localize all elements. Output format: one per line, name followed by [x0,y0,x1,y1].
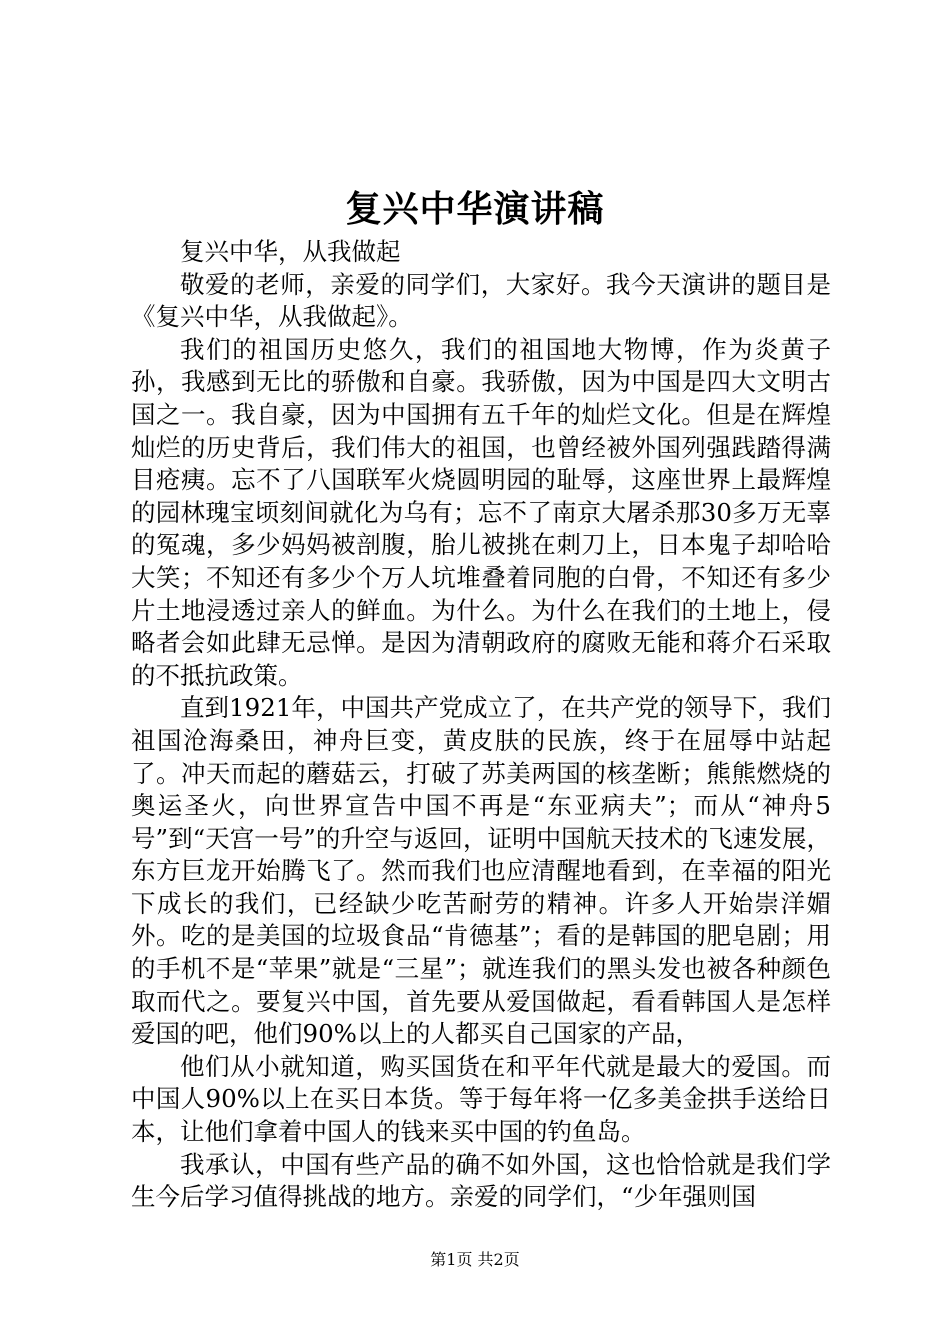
page-footer: 第1页 共2页 [430,1250,520,1269]
document-title: 复兴中华演讲稿 [345,188,605,230]
paragraph-domestic-goods: 他们从小就知道，购买国货在和平年代就是最大的爱国。而中国人90%以上在买日本货。等于每年将一亿多美金拱手送给日本，让他们拿着中国人的钱来买中国的钓鱼岛。 [131,1051,831,1147]
document-body [131,236,831,1214]
paragraph-subtitle: 复兴中华，从我做起 [180,237,401,266]
paragraph-history: 我们的祖国历史悠久，我们的祖国地大物博，作为炎黄子孙，我感到无比的骄傲和自豪。我骄傲，因为中国是四大文明古国之一。我自豪，因为中国拥有五千年的灿烂文化。但是在辉煌灿烂的历史背后，我们伟大的祖国，也曾经被外国列强践踏得满目疮痍。忘不了八国联军火烧圆明园的耻辱，这座世界上最辉煌的园林瑰宝顷刻间就化为乌有；忘不了南京大屠杀那30多万无辜的冤魂，多少妈妈被剖腹，胎儿被挑在刺刀上，日本鬼子却哈哈大笑；不知还有多少个万人坑堆叠着同胞的白骨，不知还有多少片土地浸透过亲人的鲜血。为什么。为什么在我们的土地上，侵略者会如此肆无忌惮。是因为清朝政府的腐败无能和蒋介石采取的不抵抗政策。 [131,334,831,690]
paragraph-greeting: 敬爱的老师，亲爱的同学们，大家好。我今天演讲的题目是《复兴中华，从我做起》。 [131,269,831,332]
paragraph-challenge: 我承认，中国有些产品的确不如外国，这也恰恰就是我们学生今后学习值得挑战的地方。亲爱的同学们，“少年强则国 [131,1149,831,1212]
paragraph-rise: 直到1921年，中国共产党成立了，在共产党的领导下，我们祖国沧海桑田，神舟巨变，黄皮肤的民族，终于在屈辱中站起了。冲天而起的蘑菇云，打破了苏美两国的核垄断；熊熊燃烧的奥运圣火，向世界宣告中国不再是“东亚病夫”；而从“神舟5号”到“天宫一号”的升空与返回，证明中国航天技术的飞速发展，东方巨龙开始腾飞了。然而我们也应清醒地看到，在幸福的阳光下成长的我们，已经缺少吃苦耐劳的精神。许多人开始崇洋媚外。吃的是美国的垃圾食品“肯德基”；看的是韩国的肥皂剧；用的手机不是“苹果”就是“三星”；就连我们的黑头发也被各种颜色取而代之。要复兴中国，首先要从爱国做起，看看韩国人是怎样爱国的吧，他们90%以上的人都买自己国家的产品， [131,693,831,1049]
